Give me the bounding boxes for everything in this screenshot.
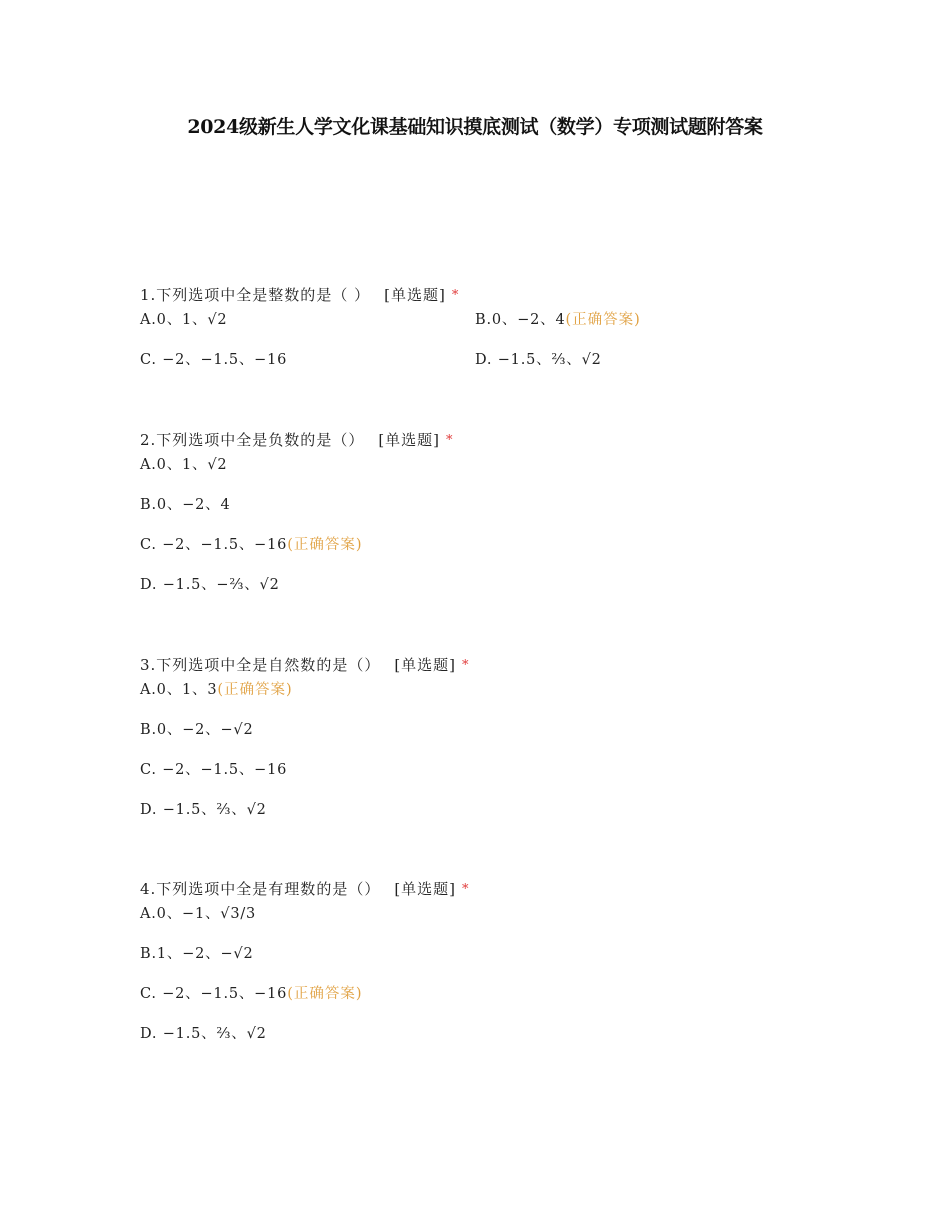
required-mark: *	[451, 288, 460, 303]
question-text: 2.下列选项中全是负数的是（）	[140, 431, 365, 449]
required-mark: *	[462, 882, 470, 897]
question-text: 1.下列选项中全是整数的是（ ）	[140, 286, 371, 304]
option-text: D. −1.5、⅔、√2	[475, 352, 602, 368]
question-text: 3.下列选项中全是自然数的是（）	[140, 656, 381, 674]
option-c[interactable]	[140, 760, 840, 800]
correct-answer-tag: (正确答案)	[217, 682, 293, 698]
option-c[interactable]	[140, 350, 475, 390]
correct-answer-tag: (正确答案)	[565, 312, 641, 328]
question-3	[140, 650, 840, 840]
question-text: 4.下列选项中全是有理数的是（）	[140, 880, 381, 898]
correct-answer-tag: (正确答案)	[287, 537, 363, 553]
page-title: 2024级新生人学文化课基础知识摸底测试（数学）专项测试题附答案	[187, 116, 763, 138]
option-c[interactable]	[140, 984, 840, 1024]
option-b[interactable]	[475, 310, 810, 350]
option-row	[140, 310, 840, 350]
option-c[interactable]	[140, 535, 840, 575]
question-type-label: [单选题]	[394, 880, 457, 898]
option-text: D. −1.5、−⅔、√2	[140, 577, 280, 593]
option-text: A.0、−1、√3/3	[140, 906, 257, 922]
option-text: B.0、−2、4	[475, 312, 566, 328]
option-text: D. −1.5、⅔、√2	[140, 1026, 267, 1042]
option-b[interactable]	[140, 720, 840, 760]
question-2	[140, 425, 840, 615]
option-d[interactable]	[475, 350, 810, 390]
option-text: A.0、1、3	[140, 682, 218, 698]
option-text: C. −2、−1.5、−16	[140, 537, 288, 553]
question-type-label: [单选题]	[394, 656, 457, 674]
option-a[interactable]	[140, 904, 840, 944]
option-text: C. −2、−1.5、−16	[140, 986, 288, 1002]
option-a[interactable]	[140, 455, 840, 495]
required-mark: *	[446, 433, 454, 448]
question-type-label: [单选题]	[384, 286, 446, 304]
option-text: D. −1.5、⅔、√2	[140, 802, 267, 818]
option-text: A.0、1、√2	[140, 457, 228, 473]
option-row	[140, 350, 840, 390]
required-mark: *	[462, 658, 470, 673]
option-a[interactable]	[140, 310, 475, 350]
option-a[interactable]	[140, 680, 840, 720]
correct-answer-tag: (正确答案)	[287, 986, 363, 1002]
option-d[interactable]	[140, 575, 840, 615]
option-text: B.0、−2、−√2	[140, 722, 254, 738]
option-text: B.0、−2、4	[140, 497, 231, 513]
question-1	[140, 280, 840, 390]
option-text: C. −2、−1.5、−16	[140, 762, 288, 778]
option-text: A.0、1、√2	[140, 312, 228, 328]
option-b[interactable]	[140, 944, 840, 984]
question-stem	[140, 280, 840, 310]
option-d[interactable]	[140, 800, 840, 840]
question-stem	[140, 650, 840, 680]
question-stem	[140, 874, 840, 904]
option-text: C. −2、−1.5、−16	[140, 352, 288, 368]
option-b[interactable]	[140, 495, 840, 535]
question-type-label: [单选题]	[378, 431, 441, 449]
option-text: B.1、−2、−√2	[140, 946, 254, 962]
question-stem	[140, 425, 840, 455]
option-d[interactable]	[140, 1024, 840, 1064]
question-4	[140, 874, 840, 1064]
